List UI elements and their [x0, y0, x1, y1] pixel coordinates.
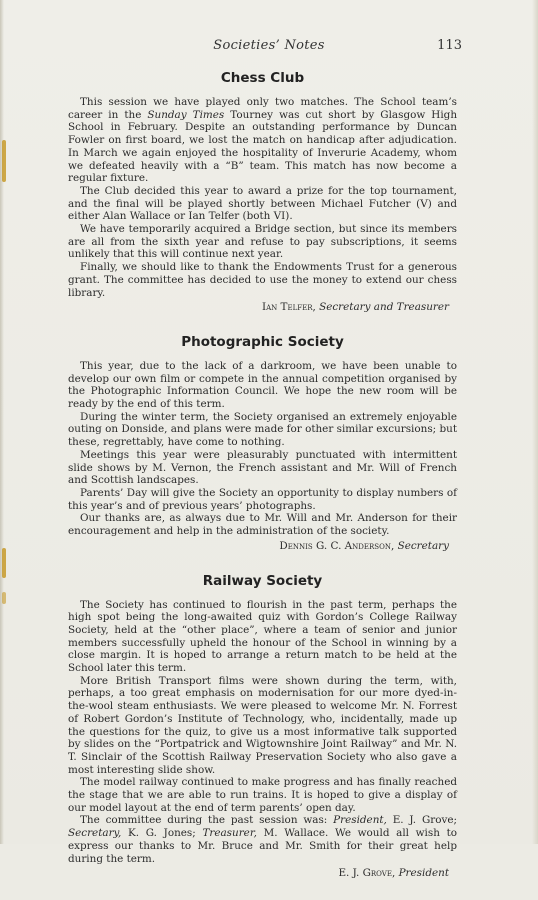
signature-role: Secretary and Treasurer [319, 301, 449, 314]
page-edge-right [532, 0, 538, 844]
paragraph: Parents’ Day will give the Society an opportunity to display numbers of this year’s and of previous years’ photographs. [68, 486, 457, 512]
signature: Dennis G. C. Anderson, Secretary [279, 539, 449, 552]
paragraph [68, 96, 457, 185]
running-head [0, 38, 538, 58]
signature-name: E. J. Grove [338, 867, 392, 880]
paragraph: More British Transport films were shown during the term, with, perhaps, a too great emphasis on modernisation for our more dyed-in-the-wool steam enthusiasts. We were pleased to welcome Mr. N. Forrest of Robert Gordon’s Institute of Technology, who, incidentally, made up the questions for the quiz, to give us a most informative talk supported by slides on the “Portpatrick and Wigtownshire Joint Railway” and Mr. N. T. Sinclair of the Scottish Railway Preservation Society who also gave a most interesting slide show. [68, 674, 457, 776]
section-photographic-society [68, 334, 457, 553]
role-label: President, [333, 814, 387, 827]
page-number: 113 [437, 38, 462, 53]
newspaper-name: Sunday Times [147, 108, 225, 121]
signature-name: Dennis G. C. Anderson [279, 539, 391, 552]
text-run: K. G. Jones; [121, 827, 203, 840]
paragraph: The model railway continued to make progress and has finally reached the stage that we are able to run trains. It is hoped to give a display of our model layout at the end of term parents’ open day. [68, 776, 457, 814]
text-run: Tourney was cut short by Glasgow High School in February. Despite an outstanding performance by Duncan Fowler on first board, we lost the match on handicap after adjudication. In March we again enjoyed the hospitality of Inverurie Academy, whom we defeated heavily with a “B” team. This match has now become a regular fixture. [68, 108, 458, 185]
paragraph: The Society has continued to flourish in the past term, perhaps the high spot being the long-awaited quiz with Gordon’s College Railway Society, held at the “other place”, where a team of senior and junior members successfully upheld the honour of the School in winning by a close margin. It is hoped to arrange a return match to be held at the School later this term. [68, 598, 457, 675]
running-title: Societies’ Notes [213, 38, 325, 53]
page-edge-left [0, 0, 4, 844]
paragraph: This year, due to the lack of a darkroom, we have been unable to develop our own film or compete in the annual competition organised by the Photographic Information Council. We hope the new room will be ready by the end of this term. [68, 359, 457, 411]
signature-role: President [398, 867, 449, 880]
section-title: Photographic Society [181, 333, 344, 350]
text-run: M. Wallace. We would all wish to express our thanks to Mr. Bruce and Mr. Smith for their great help during the term. [68, 827, 457, 865]
binding-mark [2, 592, 6, 604]
role-label: Secretary, [68, 827, 122, 840]
paragraph: Our thanks are, as always due to Mr. Will and Mr. Anderson for their encouragement and help in the administration of the society. [68, 512, 457, 538]
paragraph: Finally, we should like to thank the Endowments Trust for a generous grant. The committee has decided to use the money to extend our chess library. [68, 261, 457, 299]
paragraph: We have temporarily acquired a Bridge section, but since its members are all from the sixth year and refuse to pay subscriptions, it seems unlikely that this will continue next year. [68, 223, 457, 261]
binding-mark [2, 548, 6, 578]
role-label: Treasurer, [202, 827, 257, 840]
paragraph [68, 814, 457, 865]
section-chess-club [68, 70, 457, 314]
signature-name: Ian Telfer [261, 301, 313, 314]
paragraph: Meetings this year were pleasurably punctuated with intermittent slide shows by M. Vernon, the French assistant and Mr. Will of French and Scottish landscapes. [68, 448, 457, 487]
signature: Ian Telfer, Secretary and Treasurer [261, 301, 449, 314]
text-run: This session we have played only two matches. The School team’s career in the [68, 96, 457, 121]
text-run: E. J. Grove; [386, 814, 457, 827]
signature-role: Secretary [397, 539, 449, 552]
section-title: Railway Society [202, 572, 323, 589]
paragraph: The Club decided this year to award a prize for the top tournament, and the final will be played shortly between Michael Futcher (V) and either Alan Wallace or Ian Telfer (both VI). [68, 184, 457, 223]
signature: E. J. Grove, President [338, 867, 449, 880]
text-run: The committee during the past session was: [80, 814, 334, 827]
section-title: Chess Club [220, 70, 305, 86]
paragraph: During the winter term, the Society organised an extremely enjoyable outing on Donside, and plans were made for other similar excursions; but these, regrettably, have come to nothing. [68, 410, 457, 449]
page-content [68, 70, 457, 900]
binding-mark [2, 140, 6, 182]
section-railway-society [68, 573, 457, 880]
